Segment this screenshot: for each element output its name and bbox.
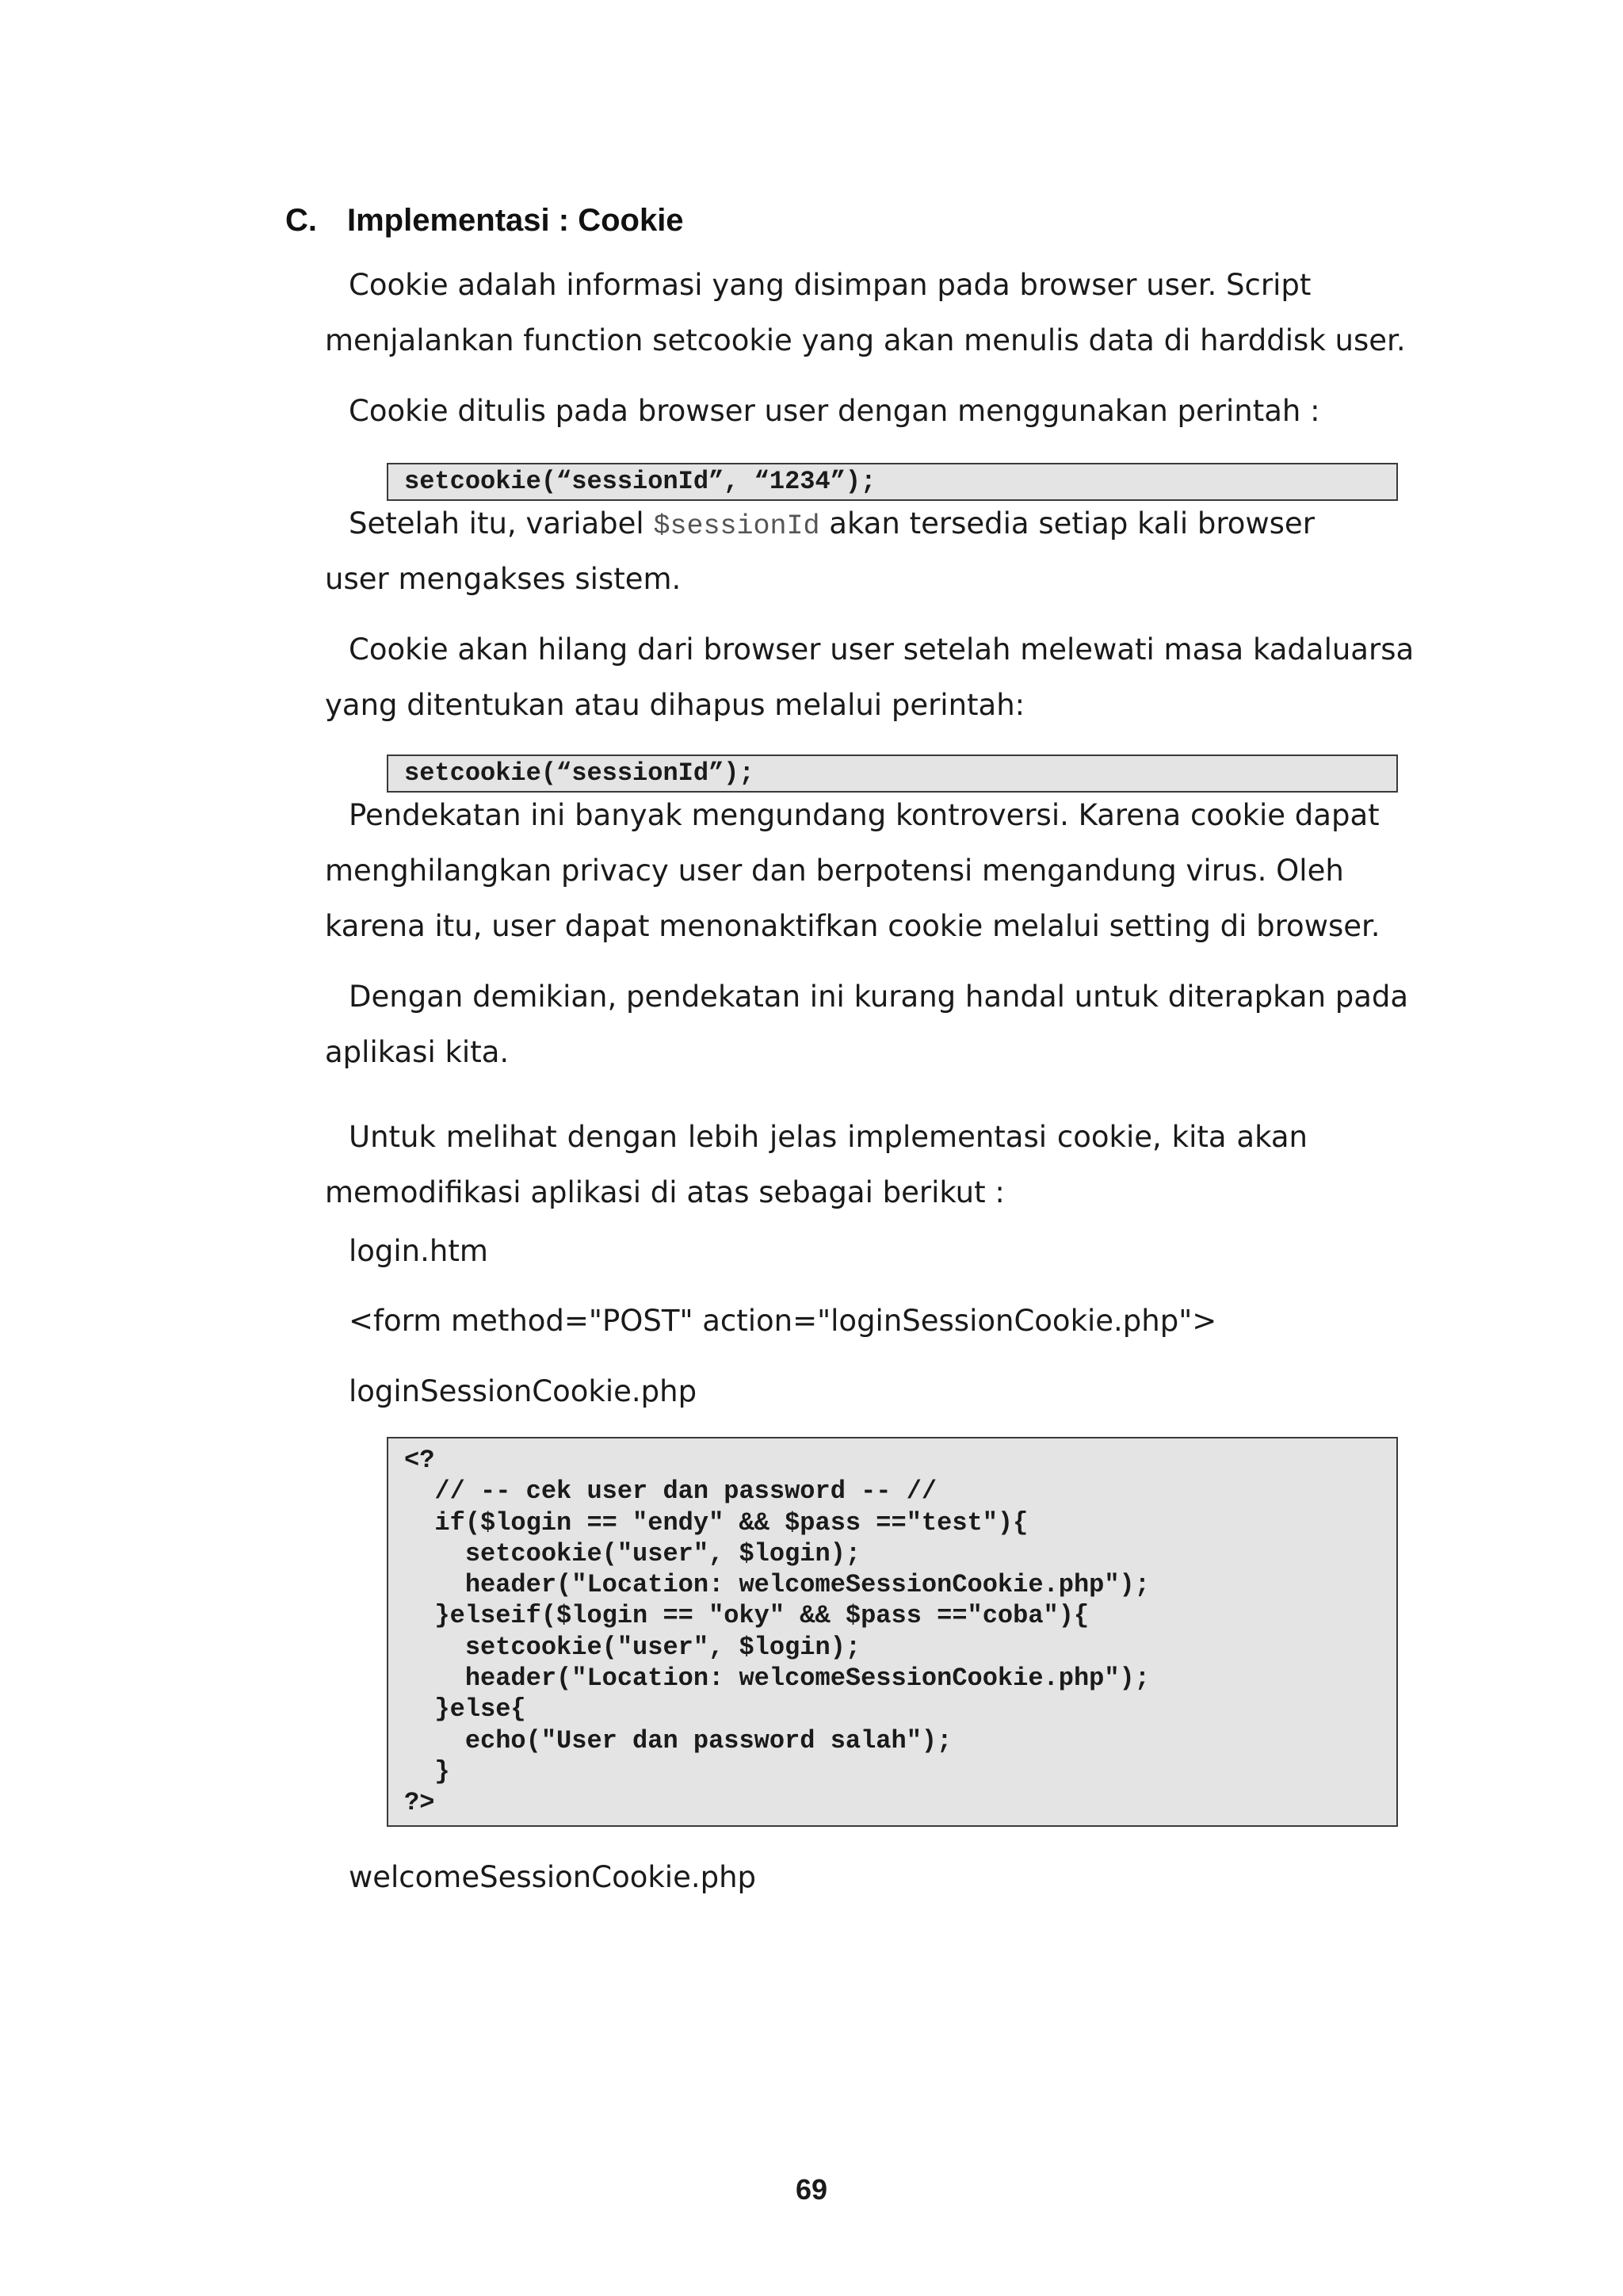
paragraph-line: yang ditentukan atau dihapus melalui perintah:	[325, 688, 1025, 722]
section-letter: C.	[285, 203, 317, 238]
paragraph-cookie-write	[325, 384, 1320, 439]
text-before: Setelah itu, variabel	[349, 506, 644, 541]
paragraph-line: Cookie akan hilang dari browser user setelah melewati masa kadaluarsa	[349, 632, 1415, 667]
paragraph-line: Dengan demikian, pendekatan ini kurang handal untuk diterapkan pada	[349, 980, 1409, 1014]
paragraph-line: Cookie adalah informasi yang disimpan pada browser user. Script	[349, 268, 1312, 302]
paragraph-modify	[325, 1110, 1308, 1221]
code-block-login-session-cookie	[387, 1437, 1398, 1827]
code-line: }else{	[404, 1694, 526, 1725]
code-line: }	[404, 1756, 450, 1786]
paragraph-controversy	[325, 788, 1381, 954]
paragraph-line: Pendekatan ini banyak mengundang kontroversi. Karena cookie dapat	[349, 798, 1380, 832]
paragraph-line: memodifikasi aplikasi di atas sebagai berikut :	[325, 1175, 1005, 1209]
code-block-setcookie	[387, 463, 1398, 501]
paragraph-line: aplikasi kita.	[325, 1035, 510, 1069]
code-line: if($login == "endy" && $pass =="test"){	[404, 1507, 1029, 1538]
paragraph-line: user mengakses sistem.	[325, 562, 682, 596]
paragraph-line: Untuk melihat dengan lebih jelas implementasi cookie, kita akan	[349, 1120, 1308, 1154]
code-line: }elseif($login == "oky" && $pass =="coba"){	[404, 1601, 1090, 1631]
file-name-welcome-session-cookie: welcomeSessionCookie.php	[349, 1860, 757, 1894]
code-block-delete-cookie	[387, 755, 1398, 793]
code-line: echo("User dan password salah");	[404, 1725, 953, 1755]
section-heading	[285, 198, 684, 243]
paragraph-cookie-definition	[325, 258, 1406, 369]
code-line: header("Location: welcomeSessionCookie.php");	[404, 1570, 1150, 1600]
paragraph-line	[325, 496, 1315, 552]
code-line: setcookie("user", $login);	[404, 1538, 861, 1568]
paragraph-conclusion	[325, 969, 1409, 1080]
inline-code-session-id: $sessionId	[653, 510, 820, 542]
form-tag-line: <form method="POST" action="loginSessionCookie.php">	[349, 1304, 1217, 1338]
paragraph-line: menghilangkan privacy user dan berpotensi mengandung virus. Oleh	[325, 854, 1344, 888]
page-number: 69	[795, 2173, 828, 2206]
code-line: // -- cek user dan password -- //	[404, 1477, 938, 1507]
paragraph-line: karena itu, user dapat menonaktifkan cookie melalui setting di browser.	[325, 909, 1381, 943]
code-line: header("Location: welcomeSessionCookie.php");	[404, 1664, 1150, 1694]
paragraph-line: menjalankan function setcookie yang akan menulis data di harddisk user.	[325, 323, 1406, 357]
file-name-login-htm: login.htm	[349, 1234, 488, 1268]
code-line: setcookie("user", $login);	[404, 1632, 861, 1662]
text-after: akan tersedia setiap kali browser	[829, 506, 1315, 541]
paragraph-cookie-expire	[325, 622, 1415, 733]
section-title: Implementasi : Cookie	[347, 203, 684, 238]
code-line: setcookie(“sessionId”, “1234”);	[404, 467, 876, 496]
paragraph-line: Cookie ditulis pada browser user dengan menggunakan perintah :	[349, 394, 1320, 428]
code-line: <?	[404, 1446, 435, 1475]
code-line: ?>	[404, 1788, 435, 1818]
code-line: setcookie(“sessionId”);	[404, 758, 754, 788]
file-name-login-session-cookie: loginSessionCookie.php	[349, 1374, 697, 1408]
paragraph-session-variable	[325, 496, 1315, 607]
